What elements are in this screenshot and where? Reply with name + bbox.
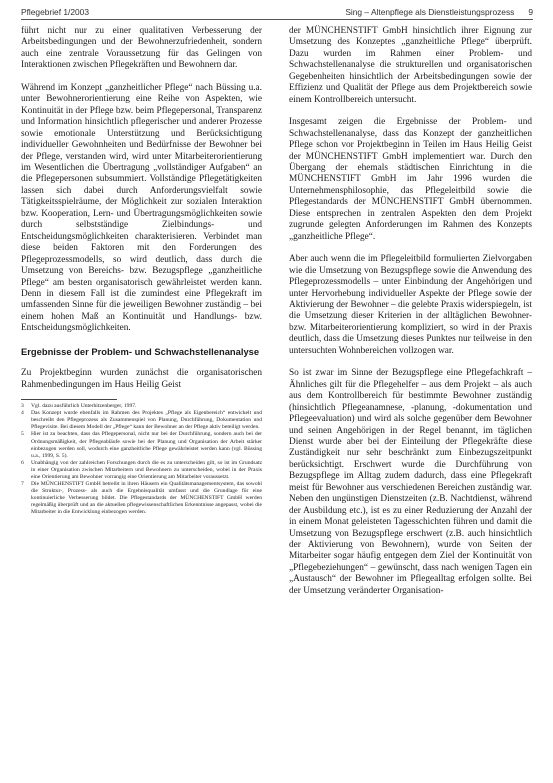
section-heading: Ergebnisse der Problem- und Schwachstellenanalyse — [21, 345, 260, 357]
left-paragraph-1: führt nicht nur zu einer qualitativen Verbesserung der Arbeitsbedingungen und der Bewohnerzufriedenheit, sondern auch eine zentrale Voraussetzung für das Gelingen von Interaktionen zwischen Pflegekräften und Bewohnern dar. — [21, 26, 262, 71]
footnotes — [21, 403, 262, 516]
footnote: 5 Hier ist zu beachten, dass das Pflegepersonal, nicht nur bei der Durchführung, sondern auch bei der Ordnungsmäßigkeit, der Pflegeabläufe sowie bei der Planung und Organisation der Arbeit stärker einbezogen werden soll, wodurch eine ganzheitliche Pflege gewährleistet werden kann (vgl. Büssing u.a., 1999, S. 5). — [21, 431, 262, 459]
header-rule — [21, 19, 533, 20]
left-column — [21, 26, 262, 516]
article-title: Sing – Altenpflege als Dienstleistungsprozess — [345, 7, 515, 17]
left-paragraph-3: Zu Projektbeginn wurden zunächst die organisatorischen Rahmenbedingungen im Haus Heilig Geist — [21, 368, 262, 390]
footnote: 7 Die MÜNCHENSTIFT GmbH betreibt in ihren Häusern ein Qualitätsmanagementsystem, das sowohl die Struktur-, Prozess- als auch die Ergebnisqualität umfasst und die Grundlage für eine kontinuierliche Verbesserung bildet. Die Pflegestandards der MÜNCHENSTIFT GmbH werden regelmäßig überprüft und an die aktuellen pflegewissenschaftlichen Erkenntnisse angepasst, wobei die Mitarbeiter in die Entwicklung einbezogen werden. — [21, 480, 262, 515]
page-number: 9 — [528, 7, 533, 17]
right-column — [289, 26, 532, 597]
right-paragraph-2: Insgesamt zeigen die Ergebnisse der Problem- und Schwachstellenanalyse, dass das Konzept der ganzheitlichen Pflege schon vor Projektbeginn in Teilen im Haus Heilig Geist der MÜNCHENSTIFT GmbH implementiert war. Durch den Übergang der ehemals städtischen Einrichtung in die MÜNCHENSTIFT GmbH im Jahr 1996 wurden die Unternehmensphilosophie, das Pflegeleitbild sowie die Pflegestandards der MÜNCHENSTIFT GmbH übernommen. Diese entsprechen in zentralen Aspekten den dem Projekt zugrunde gelegten Anforderungen im Rahmen des Konzepts „ganzheitliche Pflege“. — [289, 117, 532, 242]
footnote: 6 Unabhängig von der zahlreichen Forschungen durch die es zu unterscheiden gilt, so ist im Grundsatz in einer Organisation zwischen Mitarbeitern und Bewohnern zu unterscheiden, wobei in der Praxis eine Orientierung am Bewohner vorrangig eine Orientierung am Mitarbeiter voraussetzt. — [21, 459, 262, 480]
right-paragraph-1: der MÜNCHENSTIFT GmbH hinsichtlich ihrer Eignung zur Umsetzung des Konzeptes „ganzheitliche Pflege“ überprüft. Dazu wurden im Rahmen einer Problem- und Schwachstellenanalyse die strukturellen und organisatorischen Gegebenheiten hinsichtlich der Arbeitsbedingungen sowie der Effizienz und Qualität der Pflege aus dem Projektbereich sowie einem Kontrollbereich untersucht. — [289, 26, 532, 105]
footnote: 4 Das Konzept wurde ebenfalls im Rahmen des Projektes „Pflege als Eigenbereich“ entwickelt und beschreibt den Pflegeprozess als Zusammenspiel von Planung, Durchführung, Dokumentation und Pflegevisite. Bei diesem Modell der „Pflege“ kann der Bewohner an der Pflege aktiv beteiligt werden. — [21, 410, 262, 431]
right-paragraph-4: So ist zwar im Sinne der Bezugspflege eine Pflegefachkraft – Ähnliches gilt für die Pflegehelfer – aus dem Projekt – als auch aus dem Kontrollbereich für bestimmte Bewohner zuständig (hinsichtlich Pflegeanamnese, -planung, -dokumentation und Pflegeevaluation) und wird als solche gegenüber dem Bewohner und seinen Angehörigen in der Regel benannt, im täglichen Dienst wurde aber bei der Einteilung der Pflegekräfte diese Zuständigkeit nur sehr beschränkt zum Einbezugszeitpunkt berücksichtigt. Erschwert wurde die Durchführung von Bezugspflege im Alltag zudem dadurch, dass eine Pflegekraft meist für Bewohner aus verschiedenen Bereichen zuständig war. Neben den ungünstigen Dienstzeiten (z.B. Nachtdienst, während der Ausbildung etc.), ist es zu einer Reduzierung der Anzahl der in einem Monat geleisteten Tagesschichten führen und damit die Umsetzung von Bezugspflege erschwert (z.B. auch hinsichtlich der Aktivierung von Bewohnern), wurde von Seiten der Mitarbeiter sogar häufig entgegen dem Ziel der Kontinuität von „Pflegebeziehungen“ – gewünscht, dass nach wenigen Tagen ein „Austausch“ der Bewohner im Pflegealltag erfolgen sollte. Bei der Umsetzung veränderter Organisation- — [289, 368, 532, 596]
left-paragraph-2: Während im Konzept „ganzheitlicher Pflege“ nach Büssing u.a. unter Bewohnerorientierung eine Reihe von Aspekten, wie Kontinuität in der Pflege bzw. beim Pflegepersonal, Transparenz und Information hinsichtlich pflegerischer und anderer Prozesse sowie emotionale Unterstützung und Berücksichtigung individueller Gewohnheiten und Bedürfnisse der Bewohner bei der Pflege, verstanden wird, wird unter Mitarbeiterorientierung im Wesentlichen die Übertragung „vollständiger Aufgaben“ an die Pflegepersonen subsummiert. Vollständige Pflegetätigkeiten lassen sich dabei durch Anforderungsvielfalt sowie Tätigkeitsspielräume, der Möglichkeit zur sozialen Interaktion bzw. Kooperation, Lern- und Übertragungsmöglichkeiten sowie durch selbstständige Zielbindungs- und Entscheidungsmöglichkeiten charakterisieren. Verbindet man diese beiden Faktoren mit den Forderungen des Pflegeprozessmodells, so wird deutlich, dass durch die Umsetzung von Bereichs- bzw. Bezugspflege „ganzheitliche Pflege“ am besten organisatorisch gewährleistet werden kann. Denn in diesem Fall ist die zumindest eine Pflegekraft im umfassenden Sinne für die jeweiligen Bewohner zuständig – bei einem hohen Maß an Kontinuität und Handlungs- bzw. Entscheidungsmöglichkeiten. — [21, 82, 262, 334]
journal-name: Pflegebrief 1/2003 — [21, 7, 89, 17]
running-title — [345, 7, 533, 17]
right-paragraph-3: Aber auch wenn die im Pflegeleitbild formulierten Zielvorgaben wie die Umsetzung von Bezugspflege sowie die Anwendung des Pflegeprozessmodells – unter Einbindung der Angehörigen und unter Hervorhebung individueller Aspekte der Pflege sowie der Aktivierung der Bewohner – die gelebte Praxis widerspiegeln, ist die Umsetzung dieser Kriterien in der alltäglichen Bewohner- bzw. Mitarbeiterorientierung kompliziert, so wird in der Praxis deutlich, dass die Umsetzung dieses Punktes nur teilweise in den untersuchten Wohnbereichen vollzogen war. — [289, 254, 532, 356]
footnote-rule — [21, 399, 117, 400]
footnote: 3 Vgl. dazu ausführlich Unterhitzenberger, 1997. — [21, 403, 137, 410]
